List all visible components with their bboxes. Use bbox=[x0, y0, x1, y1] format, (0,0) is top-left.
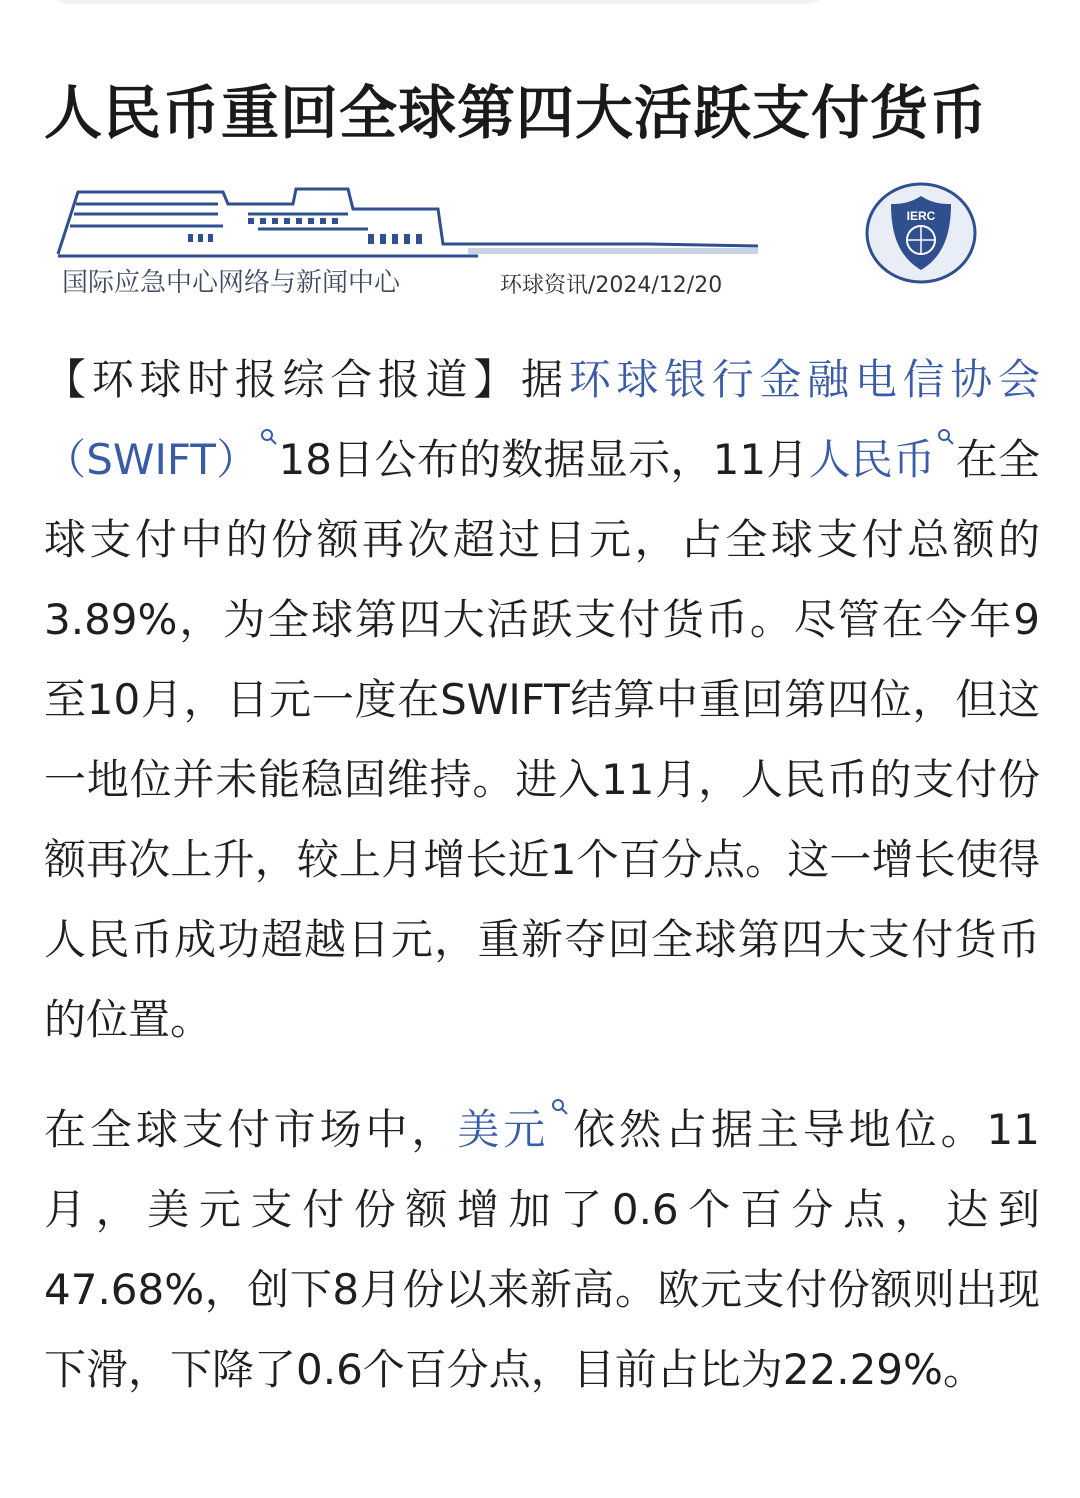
search-icon[interactable] bbox=[551, 1098, 569, 1116]
article-body bbox=[44, 340, 1040, 1410]
p2-rest: 依然占据主导地位。11月，美元支付份额增加了0.6个百分点，达到47.68%，创下8月份以来新高。欧元支付份额则出现下滑，下降了0.6个百分点，目前占比为22.29%。 bbox=[44, 1105, 1040, 1394]
paragraph-1 bbox=[44, 340, 1040, 1060]
usd-link[interactable]: 美元 bbox=[457, 1105, 550, 1154]
p1-prefix: 【环球时报综合报道】据 bbox=[44, 355, 569, 404]
p1-mid: 18日公布的数据显示，11月 bbox=[278, 435, 809, 484]
top-search-bar-fragment bbox=[48, 0, 828, 4]
search-icon[interactable] bbox=[260, 428, 278, 446]
rmb-link[interactable]: 人民币 bbox=[808, 435, 936, 484]
emblem-text: IERC bbox=[906, 209, 936, 223]
search-icon[interactable] bbox=[937, 428, 955, 446]
source-banner bbox=[40, 172, 1040, 312]
building-illustration bbox=[48, 174, 768, 264]
p1-rest: 在全球支付中的份额再次超过日元，占全球支付总额的3.89%，为全球第四大活跃支付货币。尽管在今年9至10月，日元一度在SWIFT结算中重回第四位，但这一地位并未能稳固维持。进入11月，人民币的支付份额再次上升，较上月增长近1个百分点。这一增长使得人民币成功超越日元，重新夺回全球第四大支付货币的位置。 bbox=[44, 435, 1040, 1044]
swift-link[interactable]: 环球银行金融电信协会（SWIFT） bbox=[44, 355, 1040, 484]
banner-source-date: 环球资讯/2024/12/20 bbox=[500, 273, 723, 298]
banner-org-name: 国际应急中心网络与新闻中心 bbox=[62, 268, 401, 298]
ierc-emblem-icon bbox=[865, 182, 977, 284]
article-title: 人民币重回全球第四大活跃支付货币 bbox=[44, 79, 989, 147]
paragraph-2 bbox=[44, 1090, 1040, 1410]
p2-prefix: 在全球支付市场中， bbox=[44, 1105, 458, 1154]
